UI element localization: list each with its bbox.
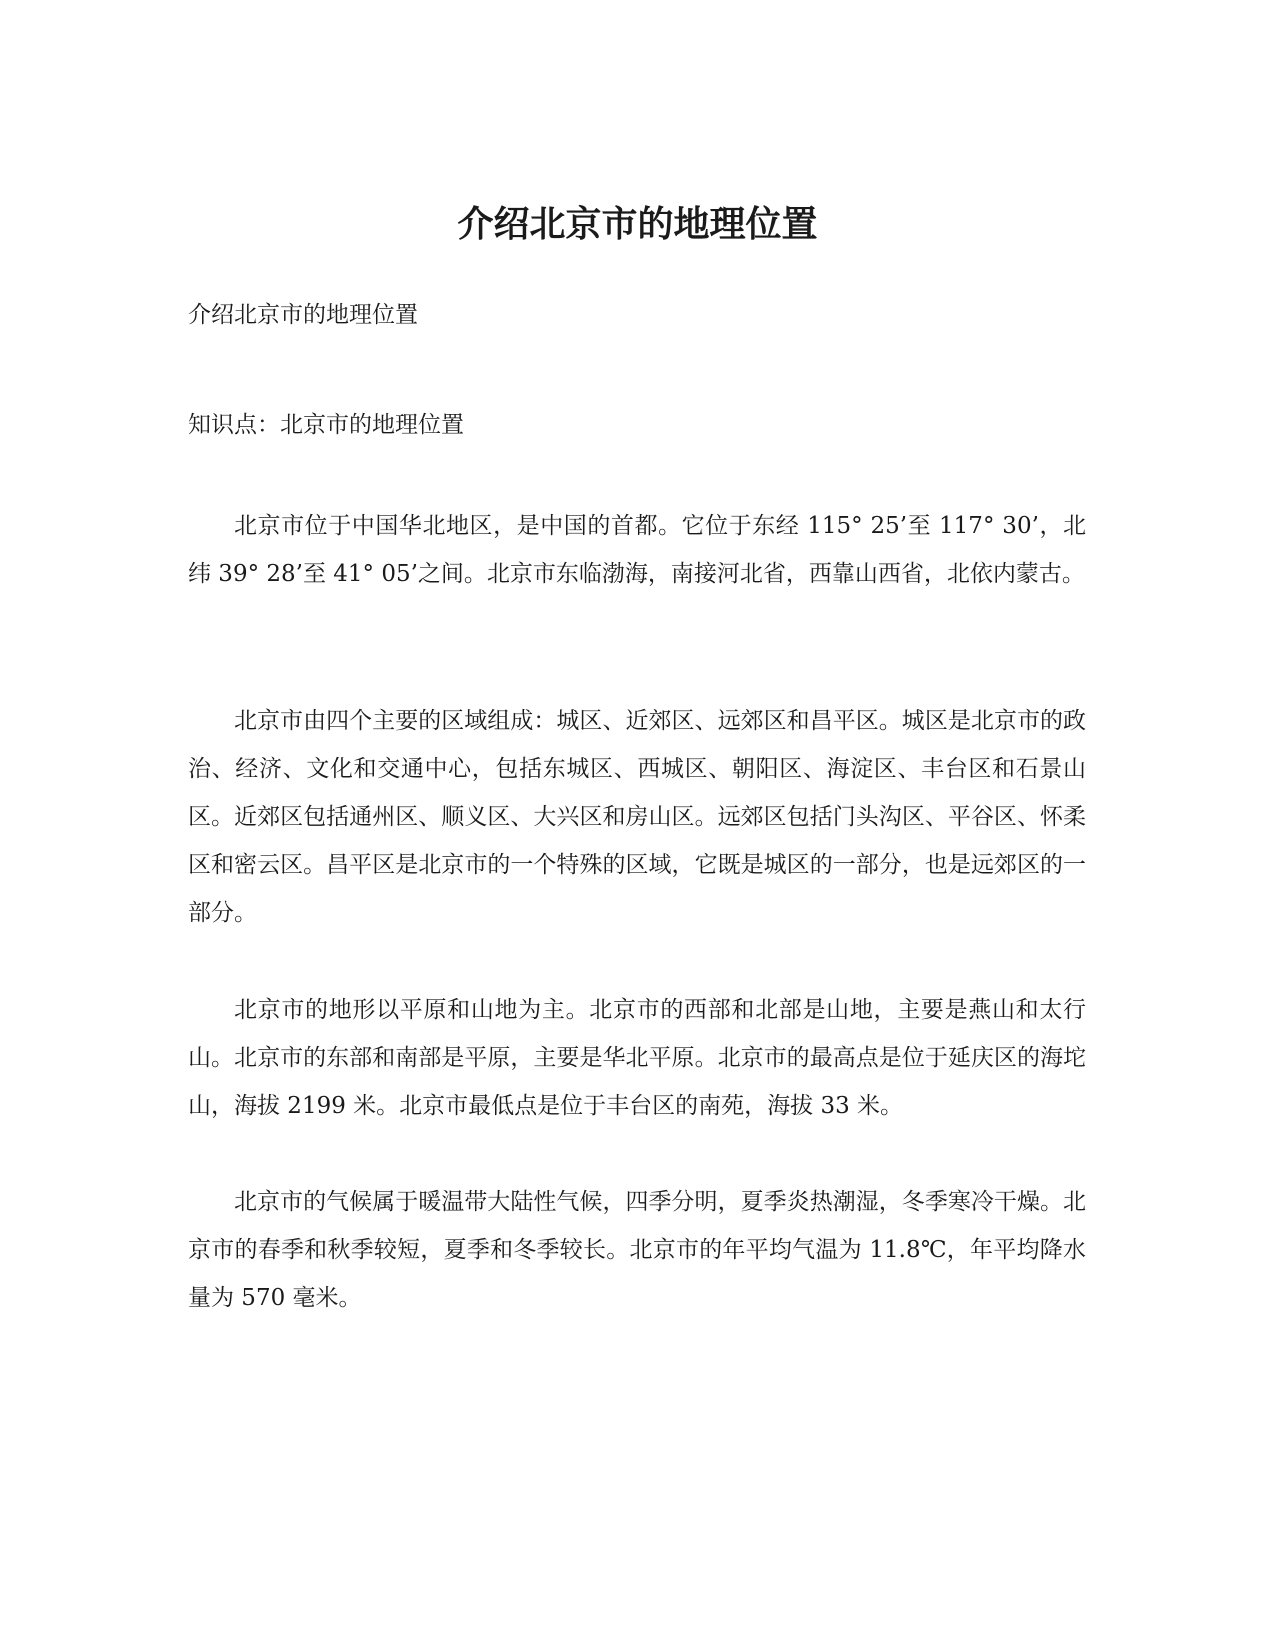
document-title: 介绍北京市的地理位置 <box>457 203 818 245</box>
paragraph-districts: 北京市由四个主要的区域组成：城区、近郊区、远郊区和昌平区。城区是北京市的政治、经济、文化和交通中心，包括东城区、西城区、朝阳区、海淀区、丰台区和石景山区。近郊区包括通州区、顺义区、大兴区和房山区。远郊区包括门头沟区、平谷区、怀柔区和密云区。昌平区是北京市的一个特殊的区域，它既是城区的一部分，也是远郊区的一部分。 <box>188 708 1086 926</box>
document-subtitle: 介绍北京市的地理位置 <box>188 302 418 328</box>
paragraph-terrain: 北京市的地形以平原和山地为主。北京市的西部和北部是山地，主要是燕山和太行山。北京市的东部和南部是平原，主要是华北平原。北京市的最高点是位于延庆区的海坨山，海拔 2199 米。北京市最低点是位于丰台区的南苑，海拔 33 米。 <box>188 997 1086 1119</box>
knowledge-point: 知识点：北京市的地理位置 <box>188 412 464 438</box>
paragraph-location: 北京市位于中国华北地区，是中国的首都。它位于东经 115° 25’至 117° 30’，北纬 39° 28’至 41° 05’之间。北京市东临渤海，南接河北省，西靠山西省，北依内蒙古。 <box>188 513 1086 587</box>
paragraph-climate: 北京市的气候属于暖温带大陆性气候，四季分明，夏季炎热潮湿，冬季寒冷干燥。北京市的春季和秋季较短，夏季和冬季较长。北京市的年平均气温为 11.8℃，年平均降水量为 570 毫米。 <box>188 1189 1086 1311</box>
